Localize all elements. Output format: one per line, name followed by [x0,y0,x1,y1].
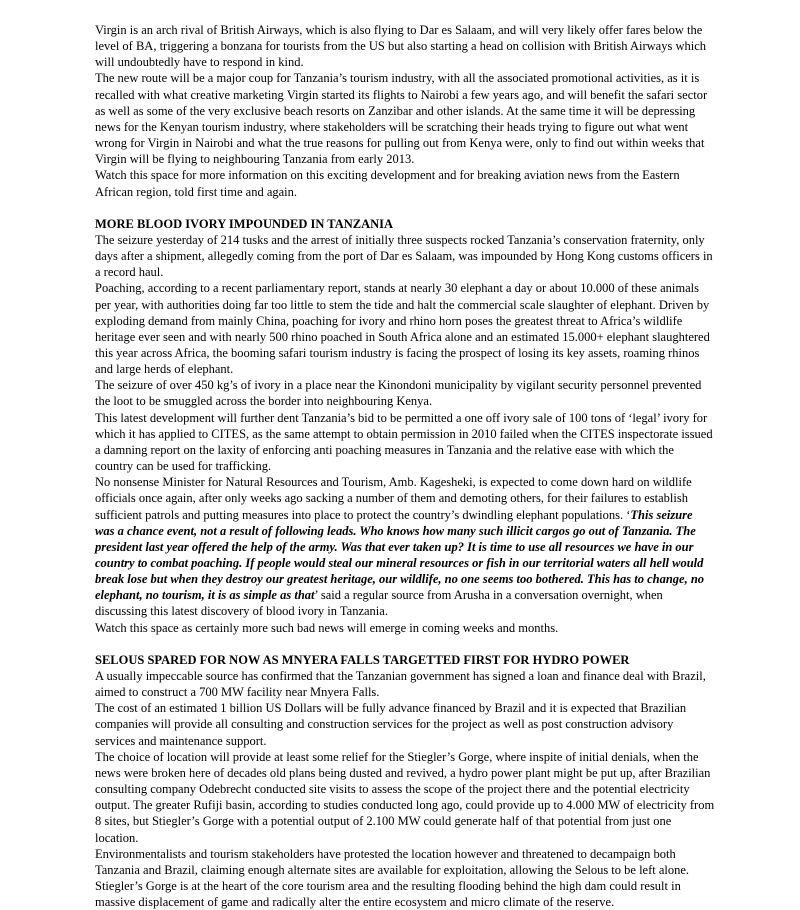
ivory-paragraph-4: This latest development will further dent Tanzania’s bid to be permitted a one off ivory sale of 100 tons of ‘legal’ ivory for which it has applied to CITES, as the same attempt to obtain permission in 2010 failed when the CITES inspectorate issued a damning report on the laxity of enforcing anti poaching measures in Tanzania and the relative ease with which the country can be used for trafficking. [95,410,713,474]
intro-paragraph-2: The new route will be a major coup for Tanzania’s tourism industry, with all the associated promotional activities, as it is recalled with what creative marketing Virgin started its flights to Nairobi a few years ago, and will benefit the safari sector as well as some of the very exclusive beach resorts on Zanzibar and other islands. At the same time it will be depressing news for the Kenyan tourism industry, where stakeholders will be scratching their heads trying to figure out what went wrong for Virgin in Nairobi and what the true reasons for pulling out from Kenya were, only to find out within weeks that Virgin will be flying to neighbouring Tanzania from early 2013. [95,71,708,167]
ivory-paragraph-6: Watch this space as certainly more such bad news will emerge in coming weeks and months. [95,620,559,635]
ivory-paragraph-5-lead: No nonsense Minister for Natural Resources and Tourism, Amb. Kagesheki, is expected to come down hard on wildlife officials once again, after only weeks ago sacking a number of them and demoting others, for their failures to establish sufficient patrols and putting measures into place to protect the country’s dwindling elephant populations. ‘ [95,475,692,522]
selous-paragraph-1: A usually impeccable source has confirmed that the Tanzanian government has signed a loan and finance deal with Brazil, aimed to construct a 700 MW facility near Mnyera Falls. [95,668,706,700]
selous-heading: SELOUS SPARED FOR NOW AS MNYERA FALLS TARGETTED FIRST FOR HYDRO POWER [95,652,630,667]
intro-paragraph-3: Watch this space for more information on this exciting development and for breaking aviation news from the Eastern African region, told first time and again. [95,168,680,199]
intro-paragraph-1: Virgin is an arch rival of British Airways, which is also flying to Dar es Salaam, and will very likely offer fares below the level of BA, triggering a bonzana for tourists from the US but also starting a head on collision with British Airways which will undoubtedly have to respond in kind. [95,23,707,70]
ivory-paragraph-5-tail: ’ said a regular source from Arusha in a conversation overnight, when discussing this latest discovery of blood ivory in Tanzania. [95,588,663,619]
ivory-paragraph-5 [95,474,715,619]
section-spacer [95,636,715,652]
ivory-paragraph-1: The seizure yesterday of 214 tusks and the arrest of initially three suspects rocked Tanzania’s conservation fraternity, only days after a shipment, allegedly coming from the port of Dar es Salaam, was impounded by Hong Kong customs officers in a record haul. [95,232,713,280]
document-page [95,22,715,910]
ivory-heading: MORE BLOOD IVORY IMPOUNDED IN TANZANIA [95,216,394,231]
selous-paragraph-3: The choice of location will provide at least some relief for the Stiegler’s Gorge, where inspite of initial denials, when the news were broken here of decades old plans being dusted and revived, a hydro power plant might be put up, after Brazilian consulting company Odebrecht conducted site visits to assess the scope of the project there and the potential electricity output. The greater Rufiji basin, according to studies conducted long ago, could provide up to 4.000 MW of electricity from 8 sites, but Stiegler’s Gorge with a potential output of 2.100 MW could generate half of that potential from just one location. [95,749,715,845]
section-spacer [95,200,715,216]
ivory-paragraph-3: The seizure of over 450 kg’s of ivory in a place near the Kinondoni municipality by vigilant security personnel prevented the loot to be smuggled across the border into neighbouring Kenya. [95,378,702,409]
selous-paragraph-2: The cost of an estimated 1 billion US Dollars will be fully advance financed by Brazil and it is expected that Brazilian companies will provide all consulting and construction services for the project as well as post construction advisory services and maintenance support. [95,701,687,748]
ivory-paragraph-2: Poaching, according to a recent parliamentary report, stands at nearly 30 elephant a day or about 10.000 of these animals per year, with authorities doing far too little to stem the tide and halt the commercial scale slaughter of elephant. Driven by exploding demand from mainly China, poaching for ivory and rhino horn poses the greatest threat to Africa’s wildlife heritage ever seen and with nearly 500 rhino poached in South Africa alone and an estimated 15.000+ elephant slaughtered this year across Africa, the booming safari tourism industry is facing the prospect of losing its key assets, roaming rhinos and large herds of elephant. [95,281,710,377]
ivory-source-quote: This seizure was a chance event, not a result of following leads. Who knows how many such illicit cargos go out of Tanzania. The president last year offered the help of the army. Was that ever taken up? It is time to use all resources we have in our country to combat poaching. If people would steal our mineral resources or fish in our territorial waters all hell would break lose but when they destroy our greatest heritage, our wildlife, no one seems too bothered. This has to change, no elephant, no tourism, it is as simple as that [95,507,705,603]
selous-paragraph-4: Environmentalists and tourism stakeholders have protested the location however and threatened to decampaign both Tanzania and Brazil, claiming enough alternate sites are available for exploitation, allowing the Selous to be left alone. Stiegler’s Gorge is at the heart of the core tourism area and the resulting flooding behind the high dam could result in massive displacement of game and radically alter the entire ecosystem and micro climate of the reserve. [95,846,690,910]
